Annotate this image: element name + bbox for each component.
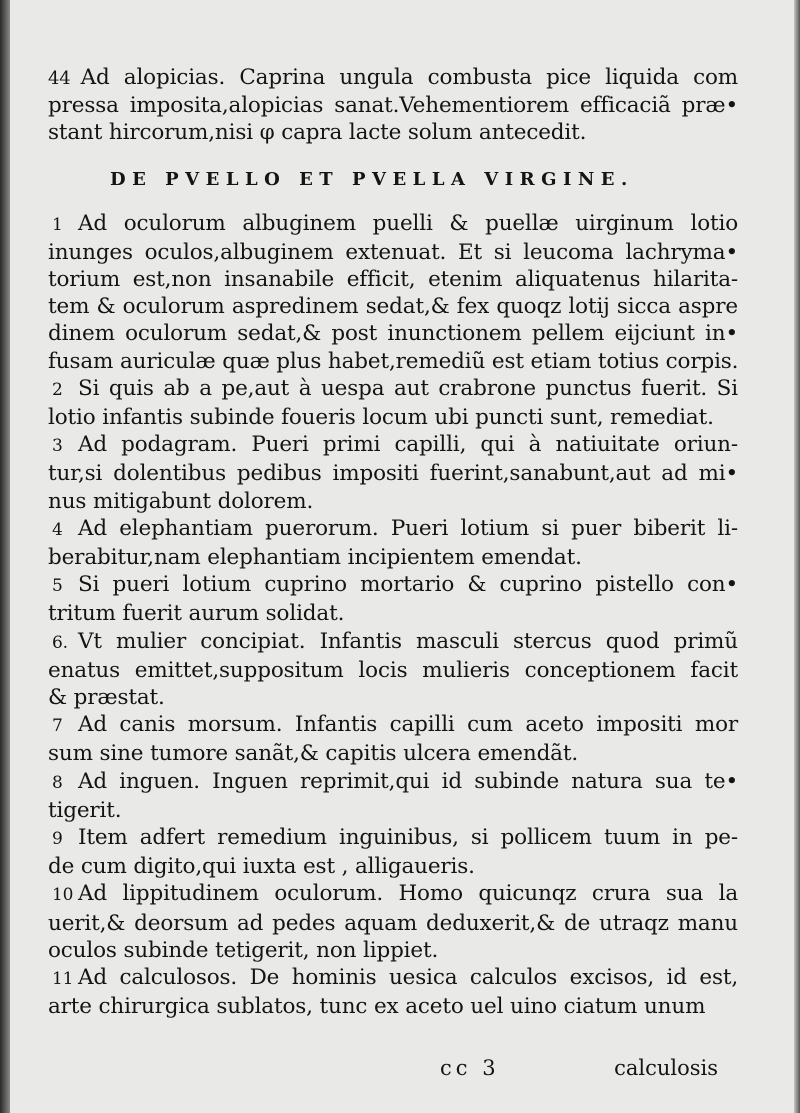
recipe-line xyxy=(48,515,738,544)
recipe-line-text: tigerit. xyxy=(48,797,122,823)
recipe-line xyxy=(48,684,738,711)
intro-line-text: Ad alopicias. Caprina ungula combusta pice liquida com xyxy=(80,65,738,90)
recipe-line-text: oculos subinde tetigerit, non lippiet. xyxy=(48,937,439,963)
catchword: calculosis xyxy=(614,1056,718,1080)
item-number: 1 xyxy=(52,214,63,235)
recipe-line xyxy=(48,797,738,824)
recipe-item xyxy=(48,628,738,712)
recipe-line-text: Ad elephantiam puerorum. Pueri lotium si puer biberit li- xyxy=(78,515,738,541)
recipe-line-text: Si quis ab a pe,aut à uespa aut crabrone punctus fuerit. Si xyxy=(78,375,738,401)
recipe-item xyxy=(48,824,738,880)
recipe-line-text: tritum fuerit aurum solidat. xyxy=(48,601,345,627)
intro-paragraph xyxy=(48,64,738,147)
recipe-line-text: Ad oculorum albuginem puelli & puellæ uirginum lotio xyxy=(78,210,738,236)
recipe-line xyxy=(48,740,738,767)
intro-line xyxy=(48,92,738,119)
recipe-item xyxy=(48,571,738,627)
recipe-list xyxy=(48,210,738,1021)
recipe-line xyxy=(48,375,738,404)
recipe-line-text: Vt mulier concipiat. Infantis masculi stercus quod primũ xyxy=(78,628,738,654)
recipe-line xyxy=(48,993,738,1020)
recipe-line xyxy=(48,853,738,880)
recipe-line-text: de cum digito,qui iuxta est , alligaueris. xyxy=(48,854,475,880)
recipe-line-text: tur,si dolentibus pedibus impositi fuerint,sanabunt,aut ad mi• xyxy=(48,461,738,487)
recipe-line-text: dinem oculorum sedat,& post inunctionem pellem eijciunt in• xyxy=(48,321,738,347)
recipe-line xyxy=(48,348,738,375)
recipe-line xyxy=(48,937,738,964)
recipe-line xyxy=(48,600,738,627)
recipe-line-text: Ad lippitudinem oculorum. Homo quicunqz crura sua la xyxy=(78,881,738,907)
recipe-item xyxy=(48,431,738,515)
recipe-line xyxy=(48,657,738,684)
intro-line-text: pressa imposita,alopicias sanat.Vehementiorem efficaciã præ• xyxy=(48,93,738,119)
recipe-line-text: Ad calculosos. De hominis uesica calculos excisos, id est, xyxy=(78,965,738,991)
recipe-line-text: tem & oculorum aspredinem sedat,& fex quoqz lotij sicca aspre xyxy=(48,294,738,320)
recipe-line-text: sum sine tumore sanãt,& capitis ulcera emendãt. xyxy=(48,741,579,767)
recipe-line xyxy=(48,266,738,293)
recipe-line-text: fusam auriculæ quæ plus habet,remediũ est etiam totius corpis. xyxy=(48,348,739,374)
recipe-line-text: enatus emittet,suppositum locis mulieris conceptionem facit xyxy=(48,657,738,683)
recipe-item xyxy=(48,515,738,571)
intro-line-text: stant hircorum,nisi φ capra lacte solum antecedit. xyxy=(48,120,587,146)
item-number: 6. xyxy=(52,632,68,653)
page-left-edge xyxy=(0,0,10,1113)
recipe-line xyxy=(48,571,738,600)
recipe-item xyxy=(48,210,738,375)
recipe-line-text: Ad inguen. Inguen reprimit,qui id subinde natura sua te• xyxy=(78,768,738,794)
recipe-item xyxy=(48,375,738,431)
intro-line xyxy=(48,119,738,146)
recipe-line-text: Ad canis morsum. Infantis capilli cum aceto impositi mor xyxy=(78,712,738,738)
item-number: 3 xyxy=(52,436,63,457)
recipe-line xyxy=(48,824,738,853)
recipe-line-text: torium est,non insanabile efficit, etenim aliquatenus hilarita- xyxy=(48,267,738,293)
recipe-line xyxy=(48,711,738,740)
recipe-line xyxy=(48,404,738,431)
recipe-line xyxy=(48,488,738,515)
recipe-line xyxy=(48,239,738,266)
page-right-edge xyxy=(794,0,800,1113)
recipe-line-text: inunges oculos,albuginem extenuat. Et si leucoma lachryma• xyxy=(48,239,738,265)
recipe-line xyxy=(48,293,738,320)
recipe-item xyxy=(48,768,738,824)
intro-line xyxy=(48,64,738,92)
recipe-line-text: uerit,& deorsum ad pedes aquam deduxerit,& de utraqz manu xyxy=(48,910,738,936)
recipe-item xyxy=(48,711,738,767)
recipe-line-text: berabitur,nam elephantiam incipientem emendat. xyxy=(48,545,582,571)
recipe-item xyxy=(48,880,738,964)
recipe-line xyxy=(48,544,738,571)
recipe-line-text: arte chirurgica sublatos, tunc ex aceto uel uino ciatum unum xyxy=(48,994,706,1020)
recipe-line xyxy=(48,768,738,797)
item-number: 9 xyxy=(52,829,63,850)
page-footer xyxy=(0,1056,800,1086)
signature-mark: cc 3 xyxy=(440,1056,500,1080)
recipe-line xyxy=(48,910,738,937)
recipe-line-text: Item adfert remedium inguinibus, si pollicem tuum in pe- xyxy=(78,825,738,851)
recipe-line xyxy=(48,880,738,909)
recipe-line-text: Si pueri lotium cuprino mortario & cuprino pistello con• xyxy=(78,572,738,598)
recipe-line xyxy=(48,628,738,657)
item-number: 4 xyxy=(52,519,63,540)
recipe-line xyxy=(48,320,738,347)
recipe-line-text: & præstat. xyxy=(48,685,165,711)
item-number: 10 xyxy=(52,885,74,906)
item-number: 5 xyxy=(52,576,63,597)
item-number: 11 xyxy=(52,969,74,990)
recipe-line xyxy=(48,460,738,487)
recipe-line-text: Ad podagram. Pueri primi capilli, qui à natiuitate oriun- xyxy=(78,432,738,458)
recipe-line-text: nus mitigabunt dolorem. xyxy=(48,488,314,514)
section-heading: DE PVELLO ET PVELLA VIRGINE. xyxy=(110,168,634,190)
item-number: 2 xyxy=(52,379,63,400)
recipe-item xyxy=(48,964,738,1020)
recipe-line xyxy=(48,431,738,460)
item-number: 7 xyxy=(52,716,63,737)
recipe-line xyxy=(48,964,738,993)
recipe-line-text: lotio infantis subinde foueris locum ubi puncti sunt, remediat. xyxy=(48,405,714,431)
page-number: 44 xyxy=(48,68,71,89)
recipe-line xyxy=(48,210,738,239)
item-number: 8 xyxy=(52,772,63,793)
